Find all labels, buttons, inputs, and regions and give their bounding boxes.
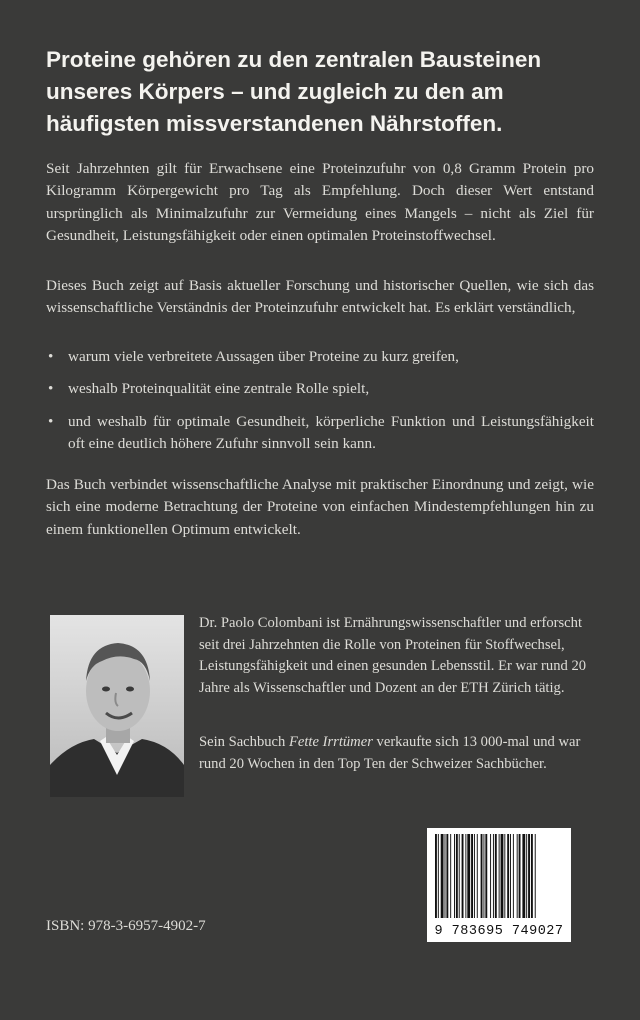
list-item: • und weshalb für optimale Gesundheit, körperliche Funktion und Leistungsfähigkeit oft eine deutlich höhere Zufuhr sinnvoll sein kann. — [46, 411, 594, 456]
barcode-bar — [438, 834, 439, 918]
barcode-bar — [510, 834, 511, 918]
barcode-bar — [535, 834, 536, 918]
barcode-bar — [504, 834, 505, 918]
barcode-bar — [490, 834, 491, 918]
barcode-bar — [507, 834, 509, 918]
barcode-bars — [433, 834, 565, 920]
barcode-bar — [481, 834, 483, 918]
barcode-bar — [517, 834, 518, 918]
barcode-bar — [441, 834, 444, 918]
back-cover-headline: Proteine gehören zu den zentralen Bausteinen unseres Körpers – und zugleich zu den am häufigsten missverstandenen Nährstoffen. — [46, 47, 542, 136]
barcode-bar — [485, 834, 487, 918]
list-item: • warum viele verbreitete Aussagen über Proteine zu kurz greifen, — [46, 346, 594, 368]
author-bio: Dr. Paolo Colombani ist Ernährungswissenschaftler und erforscht seit drei Jahrzehnten die Rolle von Proteinen für Stoffwechsel, Leistungsfähigkeit und einen gesunden Lebensstil. Er war rund 20 Jahre als Wissenschaftler und Dozent an der ETH Zürich tätig. — [199, 615, 587, 696]
topic-list — [46, 346, 594, 465]
book-note-prefix: Sein Sachbuch — [199, 734, 289, 750]
barcode-bar — [495, 834, 497, 918]
barcode-bar — [459, 834, 460, 918]
barcode-bar — [465, 834, 466, 918]
barcode-bar — [435, 834, 437, 918]
barcode-bar — [462, 834, 464, 918]
book-title: Fette Irrtümer — [288, 734, 373, 750]
barcode-bar — [477, 834, 478, 918]
barcode-bar — [467, 834, 470, 918]
barcode-bar — [513, 834, 514, 918]
barcode-digits: 9 783695 749027 — [434, 924, 564, 939]
author-book-note — [199, 732, 595, 775]
barcode-bar — [531, 834, 533, 918]
barcode-bar — [526, 834, 527, 918]
author-photo — [50, 615, 184, 797]
barcode-bar — [528, 834, 530, 918]
barcode-bar — [446, 834, 448, 918]
book-note-suffix: verkaufte sich 13 000-mal und war rund 20 Wochen in den Top Ten der Schweizer Sachbücher. — [199, 734, 581, 772]
barcode-bar — [474, 834, 475, 918]
intro-paragraph: Seit Jahrzehnten gilt für Erwachsene eine Proteinzufuhr von 0,8 Gramm Protein pro Kilogramm Körpergewicht pro Tag als Empfehlung. Doch dieser Wert entstand ursprünglich als Minimalzufuhr zur Vermeidung eines Mangels – nicht als Ziel für Gesundheit, Leistungsfähigkeit oder einen optimalen Proteinstoffwechsel. — [46, 160, 594, 244]
barcode-bar — [483, 834, 484, 918]
author-portrait-illustration — [50, 615, 184, 797]
list-item: • weshalb Proteinqualität eine zentrale Rolle spielt, — [46, 378, 594, 400]
closing-paragraph: Das Buch verbindet wissenschaftliche Analyse mit praktischer Einordnung und zeigt, wie sich eine moderne Betrachtung der Proteine von einfachen Mindestempfehlungen hin zu einem funktionellen Optimum entwickelt. — [46, 476, 594, 538]
barcode-bar — [456, 834, 458, 918]
barcode-bar — [450, 834, 451, 918]
barcode-bar — [501, 834, 504, 918]
barcode-bar — [471, 834, 473, 918]
barcode-bar — [493, 834, 494, 918]
isbn-label: ISBN: 978-3-6957-4902-7 — [46, 918, 206, 934]
barcode — [427, 828, 571, 942]
lead-paragraph: Dieses Buch zeigt auf Basis aktueller Forschung und historischer Quellen, wie sich das wissenschaftliche Verständnis der Proteinzufuhr entwickelt hat. Es erklärt verständlich, — [46, 277, 594, 317]
barcode-bar — [522, 834, 525, 918]
barcode-bar — [445, 834, 446, 918]
barcode-bar — [454, 834, 455, 918]
barcode-bar — [499, 834, 500, 918]
barcode-bar — [519, 834, 521, 918]
